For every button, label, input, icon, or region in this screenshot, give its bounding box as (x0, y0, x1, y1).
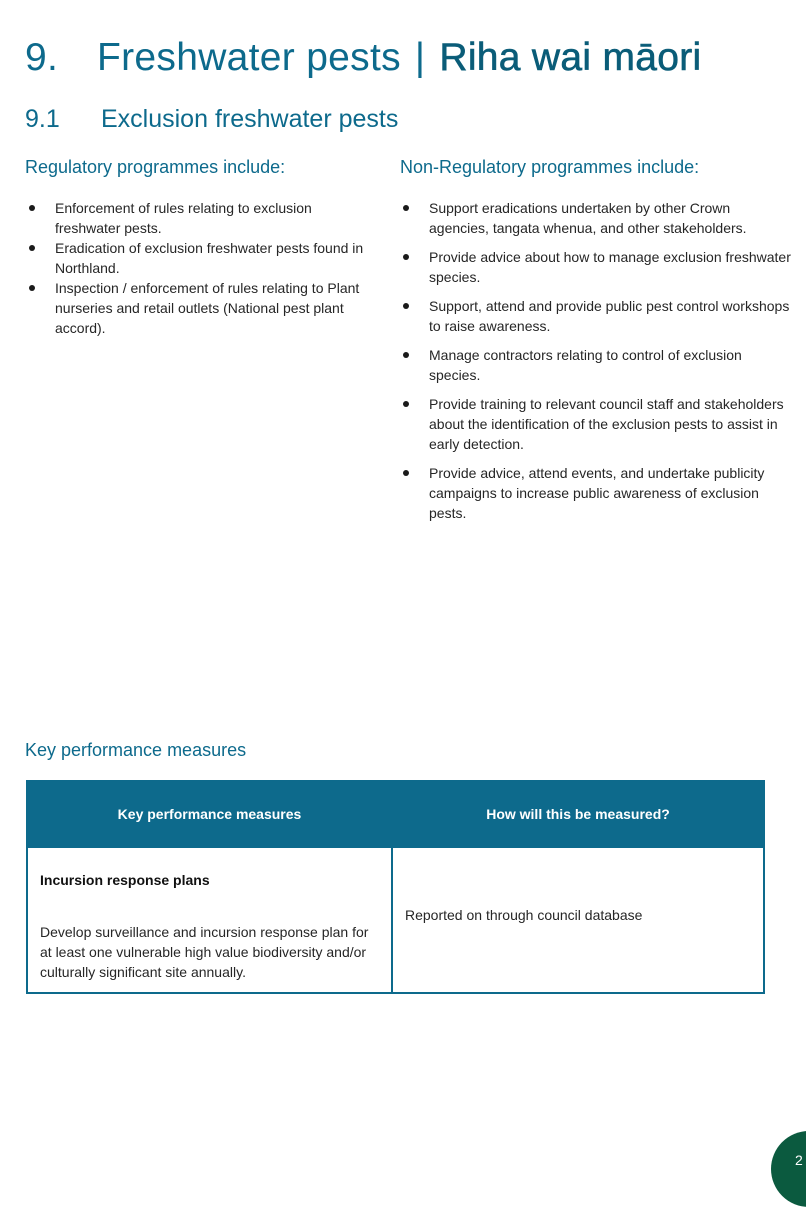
section-heading (25, 101, 398, 137)
section-title: Exclusion freshwater pests (101, 105, 399, 133)
list-item (25, 198, 370, 238)
bullet-icon (403, 303, 409, 309)
chapter-number: 9. (25, 36, 59, 79)
list-item-text: Support, attend and provide public pest control workshops to raise awareness. (429, 298, 790, 334)
list-item-text: Manage contractors relating to control of exclusion species. (429, 347, 742, 383)
bullet-icon (403, 470, 409, 476)
kpm-heading: Key performance measures (25, 740, 247, 760)
list-item-text: Support eradications undertaken by other Crown agencies, tangata whenua, and other stakeholders. (429, 200, 747, 236)
regulatory-list (25, 198, 370, 338)
list-item-text: Inspection / enforcement of rules relating to Plant nurseries and retail outlets (National pest plant accord). (55, 280, 360, 336)
chapter-title-maori: Riha wai māori (439, 36, 702, 79)
column-header-measure: Key performance measures (27, 781, 392, 847)
list-item-text: Enforcement of rules relating to exclusion freshwater pests. (55, 200, 312, 236)
table-cell-measure (27, 847, 392, 993)
bullet-icon (29, 285, 35, 291)
table-row (27, 847, 764, 993)
section-number: 9.1 (25, 105, 60, 133)
list-item-text: Provide advice, attend events, and undertake publicity campaigns to increase public awareness of exclusion pests. (429, 465, 765, 521)
title-separator: | (414, 36, 426, 79)
list-item (399, 345, 791, 385)
bullet-icon (403, 401, 409, 407)
list-item (399, 394, 791, 454)
regulatory-heading: Regulatory programmes include: (25, 157, 286, 177)
page-number: 2 (795, 1152, 803, 1168)
bullet-icon (403, 352, 409, 358)
page-title (25, 30, 701, 86)
table-cell-how-measured (392, 847, 764, 993)
bullet-icon (29, 205, 35, 211)
list-item-text: Provide advice about how to manage exclusion freshwater species. (429, 249, 791, 285)
list-item (399, 296, 791, 336)
chapter-title-english: Freshwater pests (97, 36, 401, 79)
page-number-badge (771, 1131, 806, 1207)
list-item (25, 238, 370, 278)
list-item-text: Eradication of exclusion freshwater pests found in Northland. (55, 240, 364, 276)
list-item (399, 463, 791, 523)
non-regulatory-heading: Non-Regulatory programmes include: (400, 157, 700, 177)
measure-method: Reported on through council database (405, 907, 643, 923)
list-item-text: Provide training to relevant council staff and stakeholders about the identification of the exclusion pests to assist in early detection. (429, 396, 784, 452)
list-item (399, 247, 791, 287)
kpm-table (26, 780, 765, 994)
list-item (399, 198, 791, 238)
bullet-icon (403, 254, 409, 260)
measure-title: Incursion response plans (40, 872, 210, 888)
measure-description: Develop surveillance and incursion response plan for at least one vulnerable high value biodiversity and/or culturally significant site annually. (40, 924, 369, 980)
list-item (25, 278, 370, 338)
column-header-how-measured: How will this be measured? (392, 781, 764, 847)
bullet-icon (403, 205, 409, 211)
bullet-icon (29, 245, 35, 251)
table-header-row (27, 781, 764, 847)
non-regulatory-list (399, 198, 791, 532)
